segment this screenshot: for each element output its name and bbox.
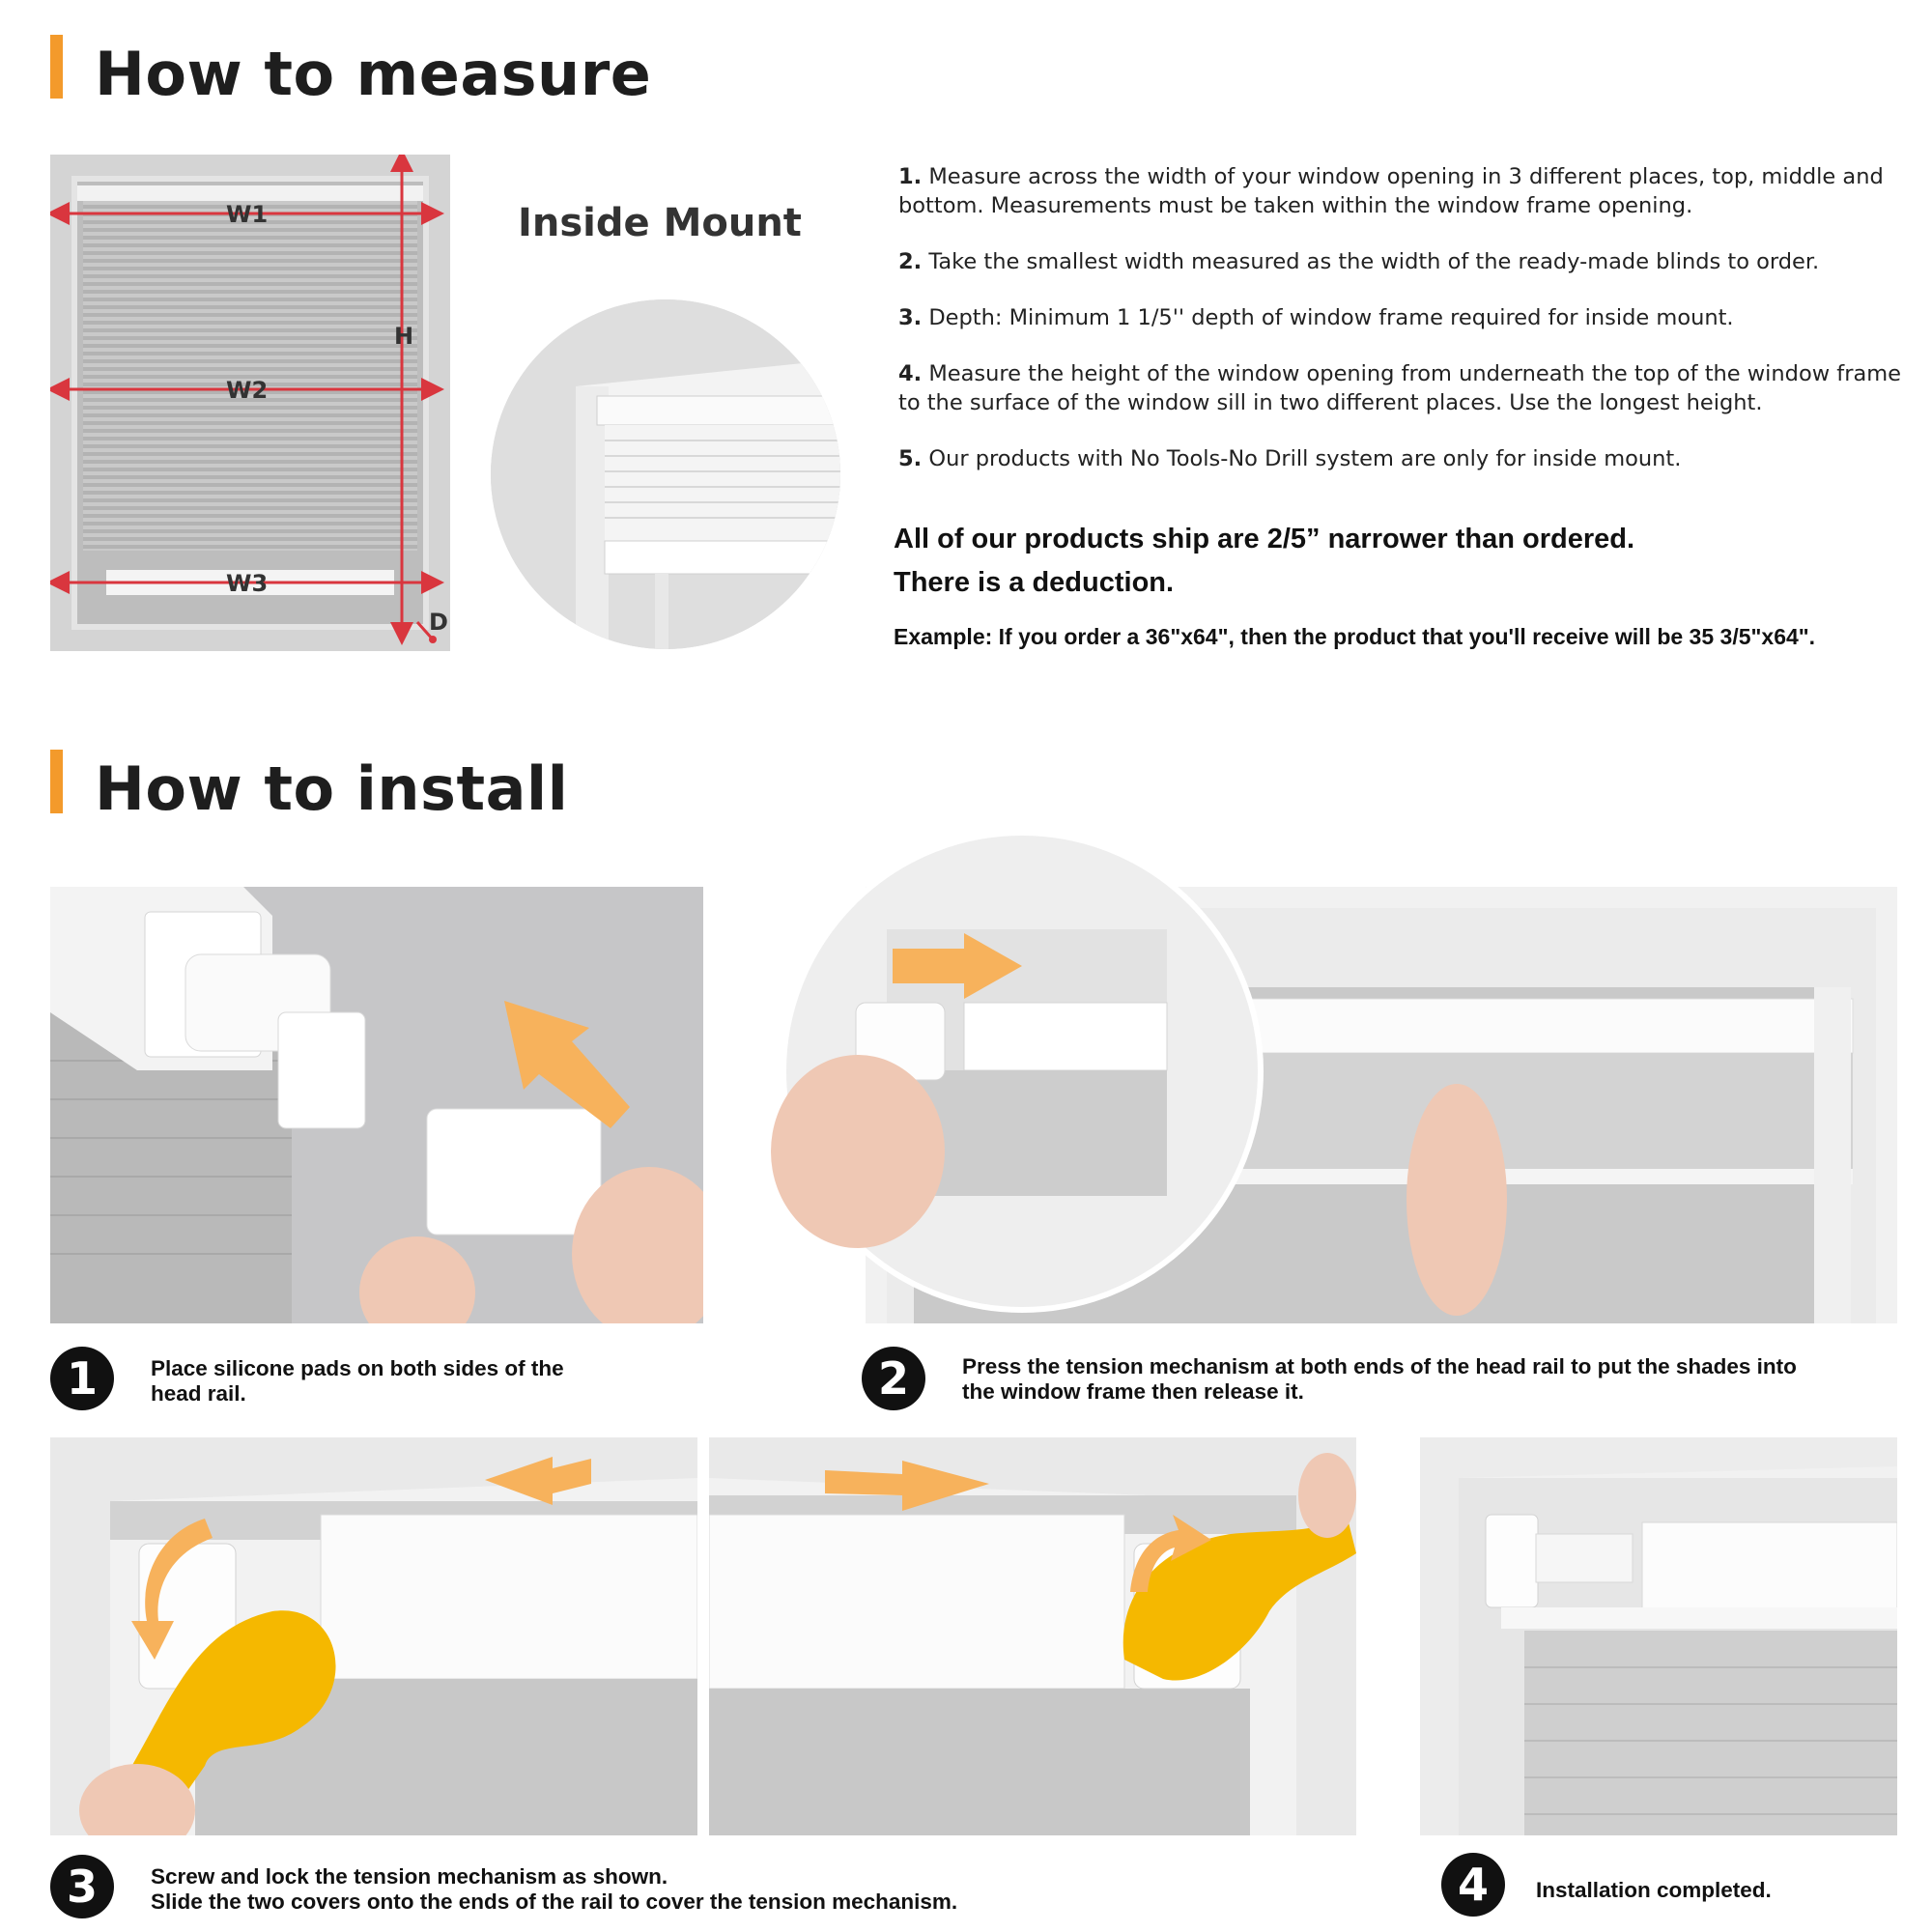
dimension-label-w3: W3	[226, 570, 269, 597]
step-badge-2: 2	[862, 1347, 925, 1410]
measure-step-4: 4. Measure the height of the window opening from underneath the top of the window frame to the surface of the window sill in two different places. Use the longest height.	[898, 361, 1902, 415]
step-badge-4: 4	[1441, 1853, 1505, 1917]
dimension-label-h: H	[394, 323, 414, 350]
step-badge-1: 1	[50, 1347, 114, 1410]
install-step-3-caption: Screw and lock the tension mechanism as shown. Slide the two covers onto the ends of the rail to cover the tension mechanism.	[151, 1864, 958, 1914]
install-step-1-caption: Place silicone pads on both sides of the head rail.	[151, 1356, 564, 1406]
measurement-diagram	[50, 155, 450, 651]
install-step-2-caption: Press the tension mechanism at both ends of the head rail to put the shades into the window frame then release it.	[962, 1354, 1797, 1404]
example-note: Example: If you order a 36"x64", then the product that you'll receive will be 35 3/5"x64".	[894, 624, 1816, 649]
install-step-3-image-right	[709, 1437, 1356, 1835]
measure-step-5: 5. Our products with No Tools-No Drill system are only for inside mount.	[898, 446, 1682, 471]
measure-step-1: 1. Measure across the width of your window opening in 3 different places, top, middle and bottom. Measurements must be taken within the window frame opening.	[898, 164, 1884, 218]
measure-steps	[898, 162, 1903, 500]
dimension-label-d: D	[429, 609, 448, 636]
dimension-label-w1: W1	[226, 201, 269, 228]
inside-mount-title: Inside Mount	[518, 201, 802, 245]
install-step-1-image	[50, 887, 703, 1323]
dimension-label-w2: W2	[226, 377, 269, 404]
install-step-2-image	[742, 833, 1897, 1323]
deduction-note: There is a deduction.	[894, 567, 1175, 598]
inside-mount-detail-image	[491, 299, 840, 649]
measure-step-3: 3. Depth: Minimum 1 1/5'' depth of window frame required for inside mount.	[898, 305, 1734, 330]
measure-step-2: 2. Take the smallest width measured as the width of the ready-made blinds to order.	[898, 249, 1820, 274]
install-step-4-caption: Installation completed.	[1536, 1878, 1772, 1902]
narrower-note: All of our products ship are 2/5” narrower than ordered.	[894, 524, 1635, 554]
section-title-measure: How to measure	[95, 39, 652, 109]
step-badge-3: 3	[50, 1855, 114, 1918]
install-step-3-image-left	[50, 1437, 697, 1835]
section-accent-bar	[50, 750, 63, 813]
section-title-install: How to install	[95, 753, 569, 824]
install-step-4-image	[1420, 1437, 1897, 1835]
section-accent-bar	[50, 35, 63, 99]
